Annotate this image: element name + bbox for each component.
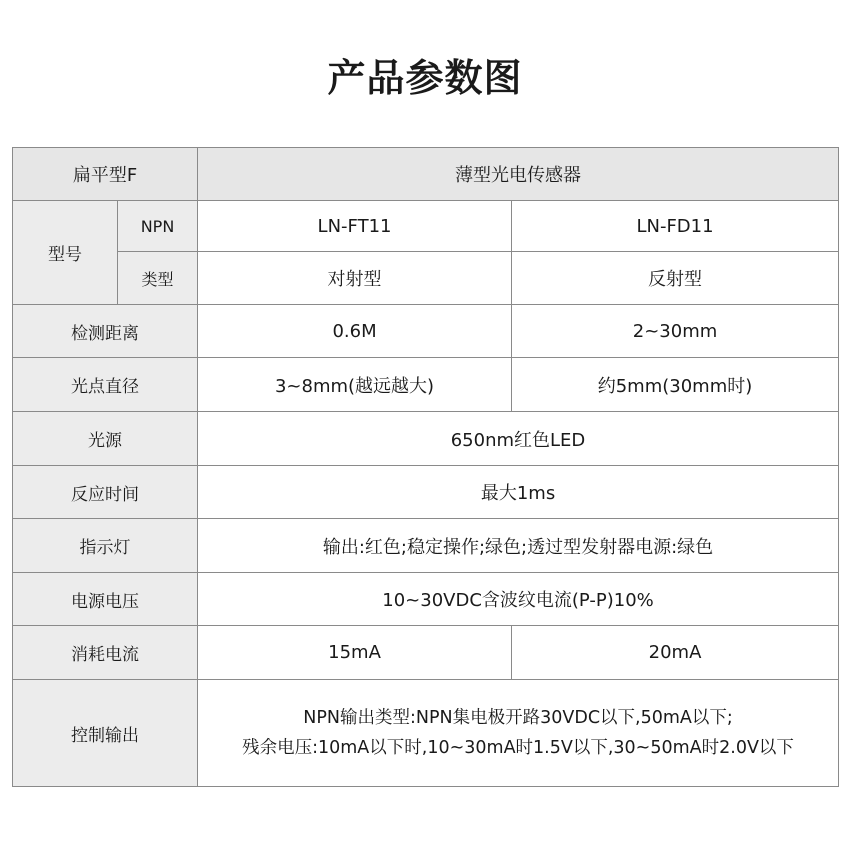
light-label: 光源 [13,412,198,466]
voltage-label: 电源电压 [13,573,198,626]
current-label: 消耗电流 [13,626,198,680]
spec-table [12,147,839,787]
distance-label: 检测距离 [13,305,198,358]
response-label: 反应时间 [13,466,198,519]
control-line-1: NPN输出类型:NPN集电极开路30VDC以下,50mA以下; [303,708,733,728]
model-value-1: LN-FT11 [198,201,512,252]
spot-value-2: 约5mm(30mm时) [512,358,839,412]
voltage-value: 10~30VDC含波纹电流(P-P)10% [198,573,839,626]
distance-value-2: 2~30mm [512,305,839,358]
header-series: 扁平型F [13,148,198,201]
spot-value-1: 3~8mm(越远越大) [198,358,512,412]
table-row [13,466,839,519]
table-row [13,201,839,252]
indicator-label: 指示灯 [13,519,198,573]
type-label: 类型 [118,252,198,305]
table-row [13,626,839,680]
table-row [13,573,839,626]
response-value: 最大1ms [198,466,839,519]
header-product: 薄型光电传感器 [198,148,839,201]
model-label: 型号 [13,201,118,305]
table-row [13,252,839,305]
light-value: 650nm红色LED [198,412,839,466]
control-value [198,680,839,787]
distance-value-1: 0.6M [198,305,512,358]
page-title: 产品参数图 [327,56,523,100]
control-label: 控制输出 [13,680,198,787]
indicator-value: 输出:红色;稳定操作;绿色;透过型发射器电源:绿色 [198,519,839,573]
npn-label: NPN [118,201,198,252]
current-value-2: 20mA [512,626,839,680]
table-row [13,148,839,201]
spot-label: 光点直径 [13,358,198,412]
table-row [13,358,839,412]
current-value-1: 15mA [198,626,512,680]
table-row [13,412,839,466]
model-value-2: LN-FD11 [512,201,839,252]
type-value-2: 反射型 [512,252,839,305]
table-row [13,680,839,787]
control-line-2: 残余电压:10mA以下时,10~30mA时1.5V以下,30~50mA时2.0V以下 [242,738,794,758]
type-value-1: 对射型 [198,252,512,305]
table-row [13,305,839,358]
table-row [13,519,839,573]
